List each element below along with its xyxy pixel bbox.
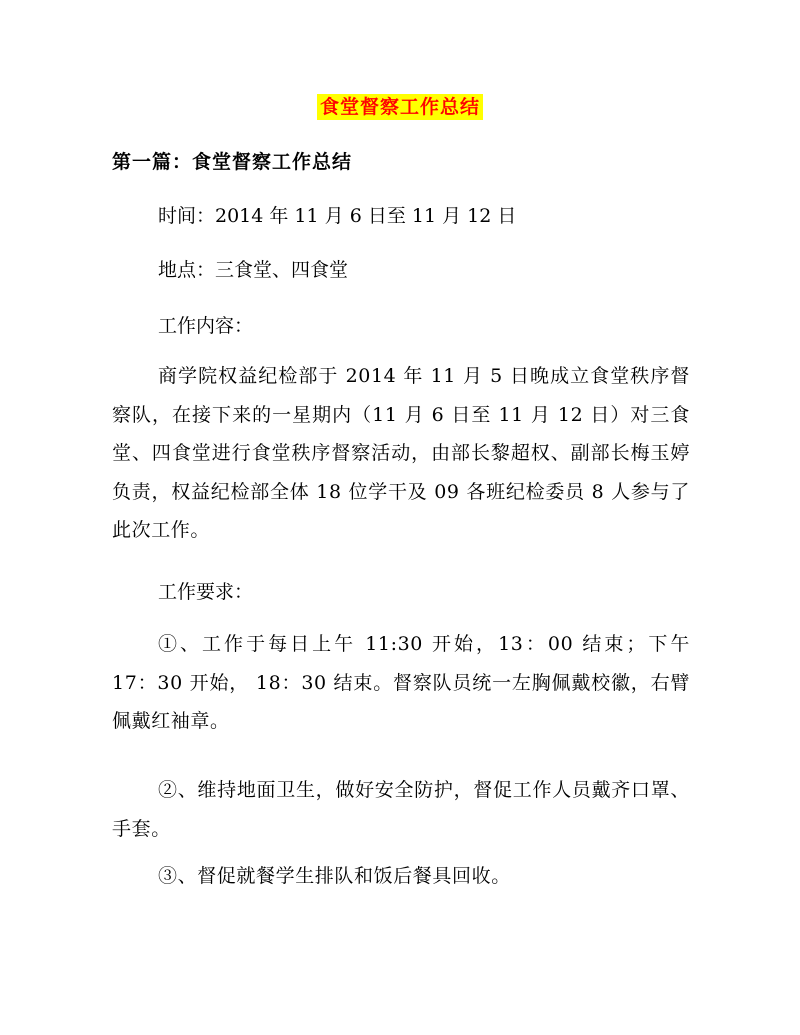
content-label: 工作内容： — [158, 315, 254, 337]
requirement-item-3: ③、督促就餐学生排队和饭后餐具回收。 — [158, 865, 511, 887]
place-line: 地点：三食堂、四食堂 — [158, 259, 349, 281]
content-paragraph: 商学院权益纪检部于 2014 年 11 月 5 日晚成立食堂秩序督察队，在接下来的一星期内（11 月 6 日至 11 月 12 日）对三食堂、四食堂进行食堂秩序督察活动，由部长黎超权、副部长梅玉婷负责，权益纪检部全体 18 位学干及 09 各班纪检委员 8 人参与了此次工作。 — [112, 365, 690, 541]
requirement-item-1-block — [112, 625, 690, 741]
time-line: 时间：2014 年 11 月 6 日至 11 月 12 日 — [158, 205, 517, 227]
requirement-item-2-block — [112, 771, 690, 848]
requirement-item-1: ①、工作于每日上午 11:30 开始，13：00 结束；下午 17：30 开始， 18：30 结束。督察队员统一左胸佩戴校徽，右臂佩戴红袖章。 — [112, 633, 690, 732]
content-paragraph-block — [112, 357, 690, 550]
requirement-item-2: ②、维持地面卫生，做好安全防护，督促工作人员戴齐口罩、手套。 — [112, 779, 690, 840]
title-container — [0, 94, 800, 120]
section-heading: 第一篇：食堂督察工作总结 — [112, 151, 353, 173]
requirement-item-3-block — [112, 857, 690, 896]
document-title: 食堂督察工作总结 — [317, 94, 483, 120]
requirements-label: 工作要求： — [158, 581, 254, 603]
